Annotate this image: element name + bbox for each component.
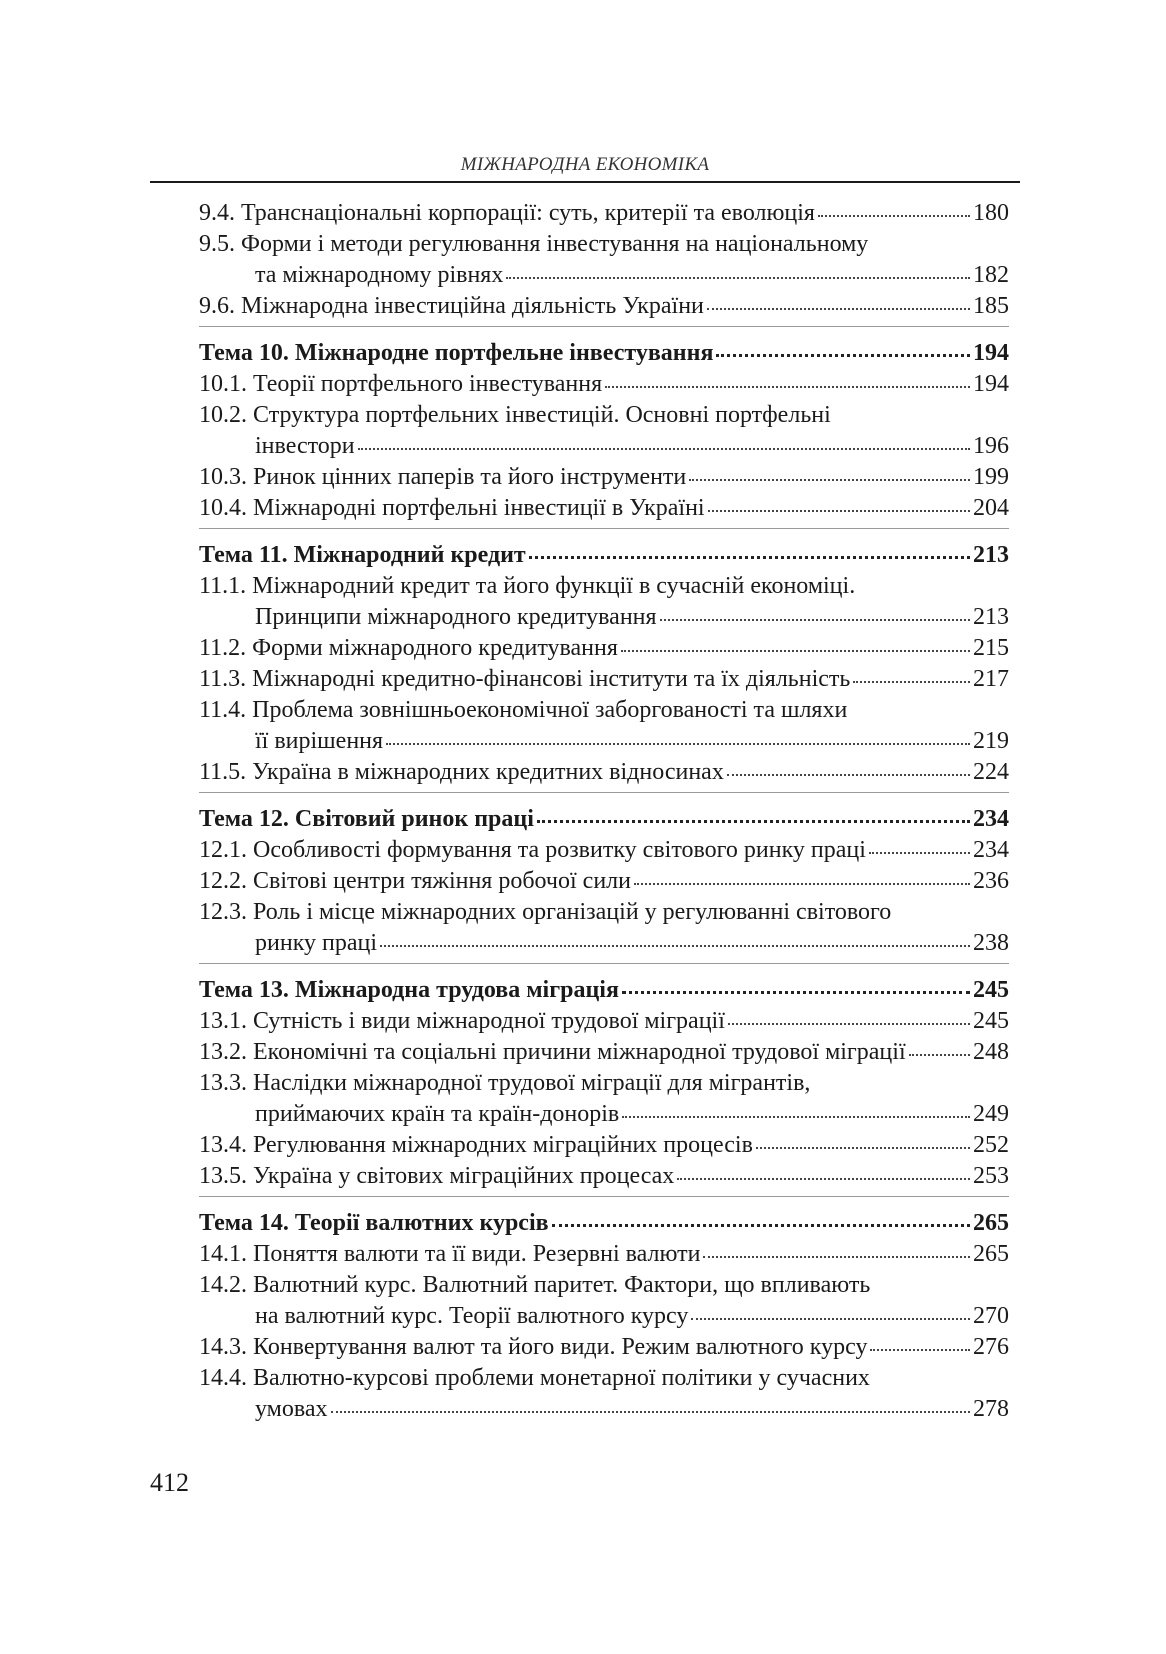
page-number: 412 [150,1468,189,1497]
toc-entry-row [199,928,1009,959]
toc-topic-row [199,975,1009,1006]
toc-page-number: 245 [973,977,1009,1003]
toc-page-number: 180 [973,200,1009,226]
toc-entry-title: 11.3. Міжнародні кредитно-фінансові інститути та їх діяльність [199,666,851,692]
toc-entry-title: 13.2. Економічні та соціальні причини міжнародної трудової міграції [199,1039,906,1065]
toc-entry-title: умовах [255,1396,328,1422]
toc-topic-title: Тема 12. Світовий ринок праці [199,806,534,832]
toc-page-number: 204 [973,495,1009,521]
toc-entry-row [199,1161,1009,1192]
toc-entry-row [199,291,1009,322]
toc-entry-title: 12.1. Особливості формування та розвитку світового ринку праці [199,837,866,863]
dot-leader [660,619,970,621]
toc-entry-title: ринку праці [255,930,378,956]
dot-leader [869,852,970,854]
toc-page-number: 234 [973,837,1009,863]
dot-leader [537,820,970,823]
toc-page-number: 252 [973,1132,1009,1158]
toc-page-number: 248 [973,1039,1009,1065]
dot-leader [605,386,970,388]
toc-entry-row [199,602,1009,633]
toc-page-number: 249 [973,1101,1009,1127]
toc-entry-row [199,400,1009,431]
section-divider [199,792,1009,793]
toc-entry-row [199,1332,1009,1363]
dot-leader [909,1054,970,1056]
toc-page-number: 270 [973,1303,1009,1329]
toc-entry-row [199,835,1009,866]
toc-entry-title: 14.4. Валютно-курсові проблеми монетарної політики у сучасних [199,1365,870,1391]
dot-leader [622,1116,970,1118]
toc-entry-title: 9.6. Міжнародна інвестиційна діяльність України [199,293,704,319]
toc-page-number: 245 [973,1008,1009,1034]
toc-entry-row [199,726,1009,757]
toc-entry-row [199,260,1009,291]
toc-page-number: 278 [973,1396,1009,1422]
toc-entry-row [199,369,1009,400]
toc-entry-row [199,1099,1009,1130]
toc-page-number: 213 [973,542,1009,568]
toc-entry-row [199,897,1009,928]
toc-page-number: 234 [973,806,1009,832]
toc-entry-title: 11.2. Форми міжнародного кредитування [199,635,618,661]
dot-leader [552,1224,970,1227]
dot-leader [621,650,970,652]
toc-entry-title: 13.5. Україна у світових міграційних процесах [199,1163,675,1189]
dot-leader [358,448,970,450]
toc-page-number: 224 [973,759,1009,785]
toc-entry-title: 13.3. Наслідки міжнародної трудової міграції для мігрантів, [199,1070,811,1096]
toc-page-number: 196 [973,433,1009,459]
toc-entry-row [199,1068,1009,1099]
toc-page-number: 185 [973,293,1009,319]
toc-entry-title: Принципи міжнародного кредитування [255,604,657,630]
toc-entry-title: 11.1. Міжнародний кредит та його функції в сучасній економіці. [199,573,856,599]
dot-leader [703,1256,970,1258]
toc-entry-title: 9.5. Форми і методи регулювання інвестування на національному [199,231,869,257]
toc-entry-title: 14.2. Валютний курс. Валютний паритет. Фактори, що впливають [199,1272,871,1298]
toc-entry-row [199,431,1009,462]
dot-leader [691,1318,970,1320]
toc-entry-title: 12.3. Роль і місце міжнародних організацій у регулюванні світового [199,899,892,925]
toc-entry-title: 11.5. Україна в міжнародних кредитних відносинах [199,759,724,785]
dot-leader [677,1178,970,1180]
dot-leader [727,774,970,776]
toc-entry-row [199,633,1009,664]
section-divider [199,326,1009,327]
section-divider [199,1196,1009,1197]
toc-topic-row [199,804,1009,835]
toc-topic-title: Тема 14. Теорії валютних курсів [199,1210,549,1236]
toc-entry-row [199,1363,1009,1394]
toc-entry-title: 11.4. Проблема зовнішньоекономічної заборгованості та шляхи [199,697,848,723]
toc-page-number: 194 [973,371,1009,397]
toc-page-number: 182 [973,262,1009,288]
dot-leader [708,510,970,512]
toc-entry-title: 12.2. Світові центри тяжіння робочої сили [199,868,631,894]
toc-entry-title: 13.4. Регулювання міжнародних міграційних процесів [199,1132,753,1158]
dot-leader [707,308,970,310]
toc-entry-title: 10.3. Ринок цінних паперів та його інструменти [199,464,687,490]
toc-entry-row [199,1239,1009,1270]
dot-leader [689,479,970,481]
dot-leader [506,277,970,279]
toc-entry-row [199,1037,1009,1068]
toc-entry-row [199,198,1009,229]
toc-entry-row [199,1270,1009,1301]
toc-entry-title: 9.4. Транснаціональні корпорації: суть, критерії та еволюція [199,200,815,226]
running-title: МІЖНАРОДНА ЕКОНОМІКА [460,154,710,175]
toc-entry-row [199,1130,1009,1161]
dot-leader [728,1023,970,1025]
toc-entry-title: 14.1. Поняття валюти та її види. Резервні валюти [199,1241,701,1267]
toc-entry-title: 14.3. Конвертування валют та його види. Режим валютного курсу [199,1334,868,1360]
dot-leader [870,1349,970,1351]
toc-topic-row [199,540,1009,571]
toc-topic-title: Тема 13. Міжнародна трудова міграція [199,977,619,1003]
toc-entry-row [199,462,1009,493]
toc-entry-row [199,757,1009,788]
toc-entry-title: 10.2. Структура портфельних інвестицій. Основні портфельні [199,402,831,428]
dot-leader [818,215,970,217]
dot-leader [622,991,970,994]
toc-page-number: 236 [973,868,1009,894]
toc-page-number: 217 [973,666,1009,692]
section-divider [199,963,1009,964]
toc-entry-row [199,1301,1009,1332]
dot-leader [529,556,970,559]
dot-leader [716,354,970,357]
header-rule [150,181,1020,183]
toc-topic-title: Тема 11. Міжнародний кредит [199,542,526,568]
toc-entry-title: 10.4. Міжнародні портфельні інвестиції в Україні [199,495,705,521]
toc-entry-title: приймаючих країн та країн-донорів [255,1101,620,1127]
dot-leader [386,743,970,745]
toc-page-number: 199 [973,464,1009,490]
toc-entry-title: на валютний курс. Теорії валютного курсу [255,1303,689,1329]
toc-page-number: 265 [973,1210,1009,1236]
toc-entry-row [199,229,1009,260]
toc-page-number: 213 [973,604,1009,630]
toc-topic-title: Тема 10. Міжнародне портфельне інвестування [199,340,714,366]
dot-leader [331,1411,970,1413]
toc-page-number: 194 [973,340,1009,366]
toc-entry-title: її вирішення [255,728,384,754]
dot-leader [853,681,970,683]
toc-page-number: 253 [973,1163,1009,1189]
toc-entry-title: 10.1. Теорії портфельного інвестування [199,371,603,397]
dot-leader [634,883,970,885]
toc-page-number: 276 [973,1334,1009,1360]
toc-entry-row [199,866,1009,897]
toc-entry-row [199,571,1009,602]
toc-page-number: 238 [973,930,1009,956]
toc-topic-row [199,1208,1009,1239]
dot-leader [380,945,970,947]
toc-entry-title: та міжнародному рівнях [255,262,504,288]
toc-entry-title: 13.1. Сутність і види міжнародної трудової міграції [199,1008,725,1034]
table-of-contents [199,198,1009,1425]
toc-page-number: 219 [973,728,1009,754]
dot-leader [756,1147,970,1149]
toc-entry-row [199,1006,1009,1037]
toc-entry-title: інвестори [255,433,355,459]
toc-page-number: 215 [973,635,1009,661]
section-divider [199,528,1009,529]
toc-entry-row [199,664,1009,695]
toc-topic-row [199,338,1009,369]
toc-page-number: 265 [973,1241,1009,1267]
toc-entry-row [199,695,1009,726]
toc-entry-row [199,493,1009,524]
toc-entry-row [199,1394,1009,1425]
